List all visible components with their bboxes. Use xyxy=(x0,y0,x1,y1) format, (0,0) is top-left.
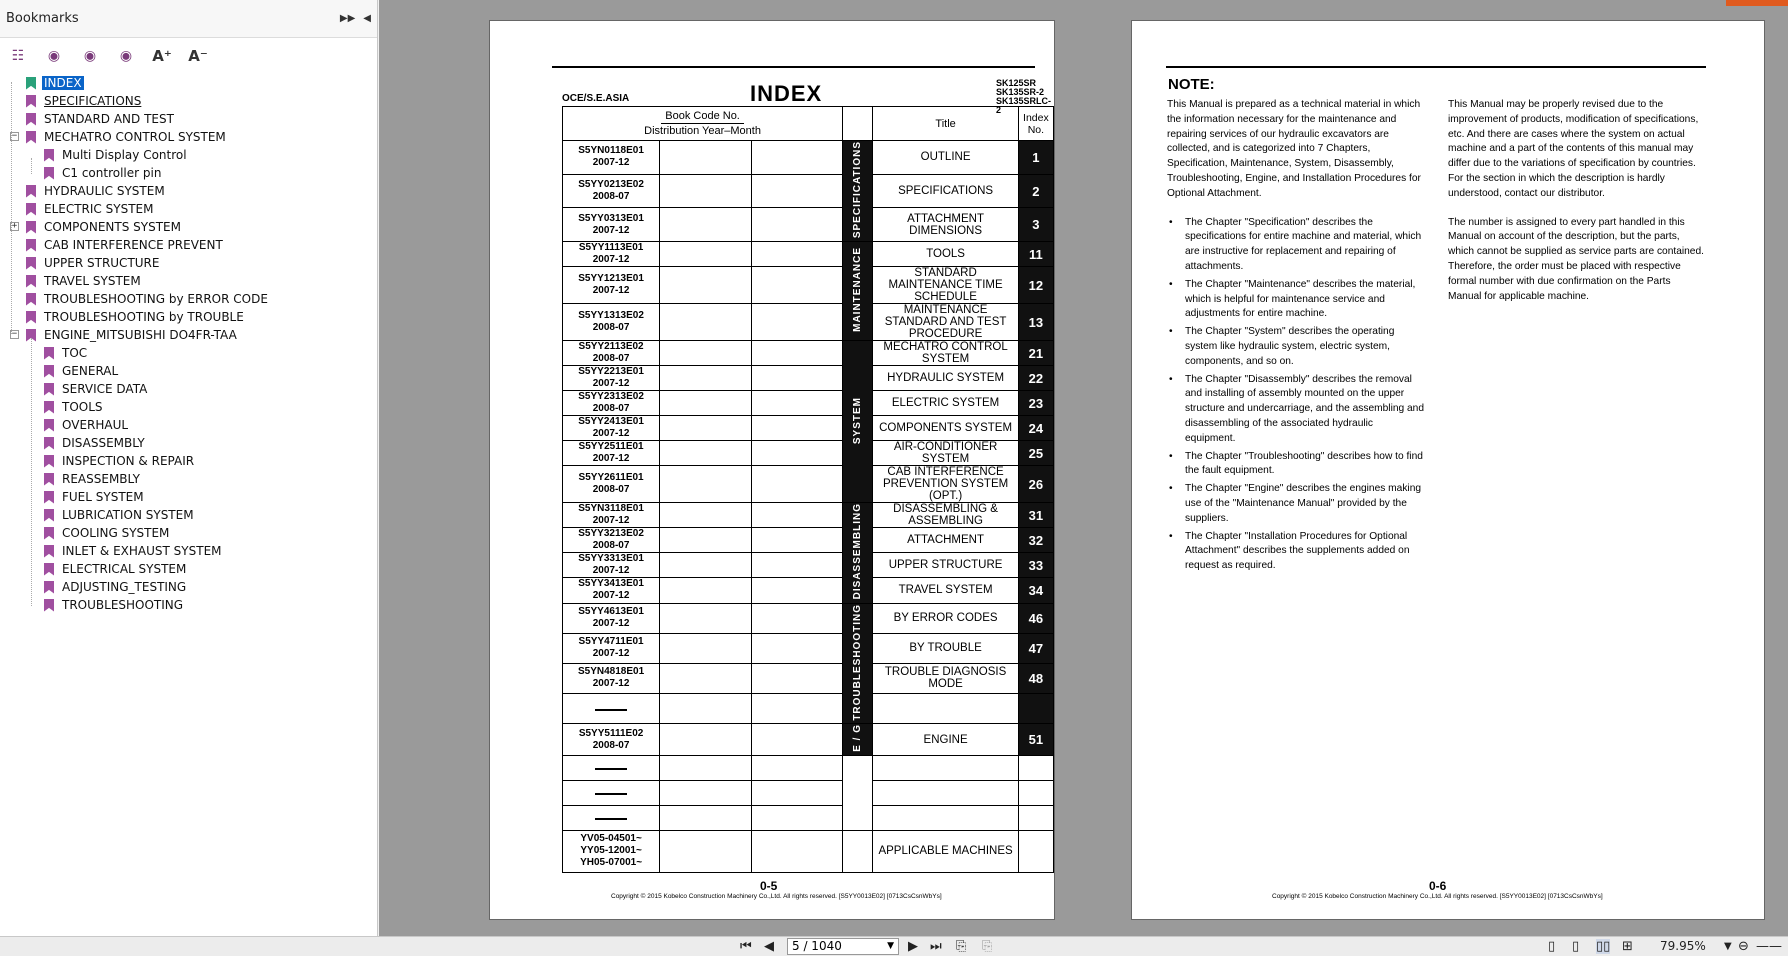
copyright: Copyright © 2015 Kobelco Construction Machinery Co.,Ltd. All rights reserved. [S5YY0013E02] [0713CsCsnWbYs] xyxy=(1272,893,1603,900)
bookmark-icon xyxy=(26,95,36,108)
bookmark-label: TRAVEL SYSTEM xyxy=(44,274,141,288)
zoom-level[interactable]: 79.95% xyxy=(1660,939,1706,953)
chapter-title[interactable] xyxy=(873,780,1018,805)
index-number[interactable] xyxy=(1018,755,1053,780)
chapter-title[interactable]: COMPONENTS SYSTEM xyxy=(873,416,1018,441)
bookmark-icon xyxy=(26,203,36,216)
index-number[interactable]: 48 xyxy=(1018,663,1053,693)
note-left-column xyxy=(1167,98,1425,577)
chapter-title[interactable]: UPPER STRUCTURE xyxy=(873,553,1018,578)
bookmark-item[interactable] xyxy=(4,308,377,326)
book-code-header: Book Code No. Distribution Year–Month xyxy=(563,107,843,141)
category-label: E / G xyxy=(843,724,873,756)
bookmark-item[interactable] xyxy=(4,362,377,380)
go-forward-icon[interactable]: ⎘ xyxy=(982,939,993,954)
index-row xyxy=(563,304,1054,341)
index-row xyxy=(563,578,1054,603)
bookmark-label: C1 controller pin xyxy=(62,166,162,180)
document-viewer xyxy=(379,0,1788,936)
bookmark-item[interactable] xyxy=(4,524,377,542)
bookmark-item[interactable] xyxy=(4,434,377,452)
title-header: Title xyxy=(873,107,1018,141)
book-code-cell: S5YY5111E02 2008-07 xyxy=(563,724,660,756)
bookmark-icon xyxy=(26,257,36,270)
index-title: INDEX xyxy=(750,81,823,106)
chapter-title[interactable]: ATTACHMENT DIMENSIONS xyxy=(873,208,1018,242)
book-code-cell: S5YY4711E01 2007-12 xyxy=(563,633,660,663)
bookmark-label: TOOLS xyxy=(62,400,103,414)
bookmark-icon xyxy=(26,131,36,144)
bookmark-icon xyxy=(44,509,54,522)
panel-expand-icon[interactable]: ▶▶ xyxy=(339,13,356,24)
index-row xyxy=(563,416,1054,441)
bookmark-item[interactable] xyxy=(4,272,377,290)
index-number[interactable]: 13 xyxy=(1018,304,1053,341)
bookmark-icon xyxy=(44,383,54,396)
bookmark-item[interactable] xyxy=(4,470,377,488)
bookmark-item[interactable] xyxy=(4,164,377,182)
bookmark-item[interactable] xyxy=(4,326,377,344)
chapter-title[interactable]: TRAVEL SYSTEM xyxy=(873,578,1018,603)
category-label: SYSTEM xyxy=(843,341,873,503)
bookmark-item[interactable] xyxy=(4,344,377,362)
bookmark-label: UPPER STRUCTURE xyxy=(44,256,160,270)
bookmark-item[interactable] xyxy=(4,146,377,164)
note-bullet: • The Chapter "Maintenance" describes the material, which is helpful for maintenance service and adjustments for entire machine. xyxy=(1167,278,1425,322)
page-0-5 xyxy=(489,20,1055,920)
book-code-cell: S5YY1113E01 2007-12 xyxy=(563,242,660,267)
page-number-field[interactable]: 5 / 1040 ▼ xyxy=(787,938,899,955)
page-number: 0-6 xyxy=(1429,879,1447,893)
index-number[interactable] xyxy=(1018,780,1053,805)
index-row xyxy=(563,724,1054,756)
bookmark-item[interactable] xyxy=(4,578,377,596)
bookmark-label: COMPONENTS SYSTEM xyxy=(44,220,181,234)
bookmark-icon xyxy=(44,581,54,594)
bookmark-item[interactable] xyxy=(4,506,377,524)
bookmark-icon xyxy=(44,599,54,612)
index-number[interactable]: 24 xyxy=(1018,416,1053,441)
chapter-title[interactable]: MAINTENANCE STANDARD AND TEST PROCEDURE xyxy=(873,304,1018,341)
index-row xyxy=(563,553,1054,578)
bookmark-label: INLET & EXHAUST SYSTEM xyxy=(62,544,222,558)
category-label xyxy=(843,755,873,830)
bookmark-label: MECHATRO CONTROL SYSTEM xyxy=(44,130,226,144)
bookmark-add-icon[interactable]: ◉ xyxy=(83,48,97,64)
accent-bar xyxy=(1726,0,1788,6)
go-back-icon[interactable]: ⎘ xyxy=(956,939,967,954)
chapter-title[interactable] xyxy=(873,805,1018,830)
index-row xyxy=(563,693,1054,723)
chapter-title[interactable]: ENGINE xyxy=(873,724,1018,756)
note-bullets xyxy=(1167,216,1425,574)
index-row xyxy=(563,603,1054,633)
bookmark-label: REASSEMBLY xyxy=(62,472,140,486)
chapter-title[interactable]: DISASSEMBLING & ASSEMBLING xyxy=(873,503,1018,528)
category-label: MAINTENANCE xyxy=(843,242,873,341)
bookmark-icon xyxy=(44,545,54,558)
book-code-cell: S5YY2213E01 2007-12 xyxy=(563,366,660,391)
index-number[interactable]: 25 xyxy=(1018,441,1053,466)
bookmark-icon xyxy=(44,527,54,540)
index-row xyxy=(563,267,1054,304)
chapter-title[interactable]: STANDARD MAINTENANCE TIME SCHEDULE xyxy=(873,267,1018,304)
bookmark-options-icon[interactable]: ☷ xyxy=(11,48,25,64)
index-number[interactable]: 26 xyxy=(1018,466,1053,503)
book-code-cell: S5YY0213E02 2008-07 xyxy=(563,174,660,208)
bookmark-delete-icon[interactable]: ◉ xyxy=(47,48,61,64)
book-code-cell: S5YY1313E02 2008-07 xyxy=(563,304,660,341)
bookmark-icon xyxy=(44,149,54,162)
bookmark-label: INSPECTION & REPAIR xyxy=(62,454,195,468)
note-right-p1: This Manual may be properly revised due to the improvement of products, modification of specifications, etc. And there are cases where the system on actual machine and a part of the contents of this manual may differ due to the variations of specification by countries. For the section in which the description is hardly understood, contact our distributor. xyxy=(1448,99,1699,199)
bookmarks-title: Bookmarks xyxy=(6,11,79,26)
bookmark-label: HYDRAULIC SYSTEM xyxy=(44,184,165,198)
bookmarks-toolbar xyxy=(0,38,377,74)
chapter-title[interactable]: HYDRAULIC SYSTEM xyxy=(873,366,1018,391)
note-bullet: • The Chapter "Installation Procedures for Optional Attachment" describes the supplements added on request as required. xyxy=(1167,530,1425,574)
chapter-title[interactable] xyxy=(873,755,1018,780)
chapter-title[interactable]: AIR-CONDITIONER SYSTEM xyxy=(873,441,1018,466)
bookmark-label: TROUBLESHOOTING by ERROR CODE xyxy=(44,292,268,306)
bookmark-item[interactable] xyxy=(4,74,377,92)
index-table xyxy=(562,106,1054,873)
index-number[interactable]: 1 xyxy=(1018,141,1053,175)
bookmark-label: INDEX xyxy=(44,76,82,90)
chapter-title[interactable]: BY TROUBLE xyxy=(873,633,1018,663)
index-number[interactable]: 46 xyxy=(1018,603,1053,633)
index-row xyxy=(563,503,1054,528)
book-code-cell xyxy=(563,780,660,805)
copyright: Copyright © 2015 Kobelco Construction Machinery Co.,Ltd. All rights reserved. [S5YY0013E02] [0713CsCsnWbYs] xyxy=(611,893,942,900)
index-row xyxy=(563,141,1054,175)
bookmark-label: SERVICE DATA xyxy=(62,382,148,396)
bookmark-icon xyxy=(44,365,54,378)
bookmark-label: CAB INTERFERENCE PREVENT xyxy=(44,238,223,252)
book-code-cell: S5YY3413E01 2007-12 xyxy=(563,578,660,603)
font-decrease-icon[interactable]: A⁻ xyxy=(188,47,208,65)
index-row xyxy=(563,441,1054,466)
note-bullet: • The Chapter "Specification" describes the specifications for entire machine and material, which are instructive for replacement and repairing of attachments. xyxy=(1167,216,1425,275)
expand-icon[interactable]: + xyxy=(11,221,18,231)
index-number[interactable]: 23 xyxy=(1018,391,1053,416)
model-list: SK125SR SK135SR-2 SK135SRLC-2 xyxy=(996,78,1052,115)
bookmark-item[interactable] xyxy=(4,542,377,560)
bookmark-label: LUBRICATION SYSTEM xyxy=(62,508,194,522)
index-number[interactable]: 31 xyxy=(1018,503,1053,528)
continuous-page-icon[interactable]: ▯ xyxy=(1572,939,1580,954)
chapter-title[interactable] xyxy=(873,693,1018,723)
bookmark-label: ENGINE_MITSUBISHI DO4FR-TAA xyxy=(44,328,237,342)
bookmark-item[interactable] xyxy=(4,596,377,614)
last-page-icon[interactable]: ⏭ xyxy=(930,939,942,954)
bookmark-label: DISASSEMBLY xyxy=(62,436,145,450)
index-number[interactable]: 22 xyxy=(1018,366,1053,391)
bookmark-goto-icon[interactable]: ◉ xyxy=(119,48,133,64)
bookmark-item[interactable] xyxy=(4,380,377,398)
region-label: OCE/S.E.ASIA xyxy=(562,93,630,104)
bookmarks-header xyxy=(0,0,377,38)
index-number[interactable]: 51 xyxy=(1018,724,1053,756)
next-page-icon[interactable]: ▶ xyxy=(908,939,918,954)
bookmarks-panel xyxy=(0,0,378,956)
bookmark-item[interactable] xyxy=(4,290,377,308)
index-number[interactable]: 34 xyxy=(1018,578,1053,603)
bookmark-icon xyxy=(44,473,54,486)
bookmark-icon xyxy=(26,239,36,252)
bookmark-item[interactable] xyxy=(4,254,377,272)
bookmark-label: Multi Display Control xyxy=(62,148,187,162)
bookmark-label: GENERAL xyxy=(62,364,119,378)
bookmark-label: ADJUSTING_TESTING xyxy=(62,580,187,594)
prev-page-icon[interactable]: ◀ xyxy=(764,939,774,954)
bookmark-icon xyxy=(26,113,36,126)
bookmark-label: OVERHAUL xyxy=(62,418,129,432)
chapter-title[interactable]: CAB INTERFERENCE PREVENTION SYSTEM (OPT.) xyxy=(873,466,1018,503)
bookmark-item[interactable] xyxy=(4,236,377,254)
bookmark-label: TROUBLESHOOTING xyxy=(62,598,184,612)
bookmark-icon xyxy=(44,167,54,180)
bookmark-icon xyxy=(44,419,54,432)
index-number[interactable]: 12 xyxy=(1018,267,1053,304)
note-right-column xyxy=(1448,98,1704,318)
book-code-cell xyxy=(563,805,660,830)
bookmark-tree xyxy=(0,74,377,614)
bookmark-label: ELECTRICAL SYSTEM xyxy=(62,562,187,576)
book-code-cell: S5YN3118E01 2007-12 xyxy=(563,503,660,528)
bookmark-icon xyxy=(26,77,36,90)
book-code-cell: S5YY3313E01 2007-12 xyxy=(563,553,660,578)
chapter-title[interactable]: OUTLINE xyxy=(873,141,1018,175)
bookmark-icon xyxy=(26,185,36,198)
index-no-header: Index No. xyxy=(1018,107,1053,141)
continuous-facing-icon[interactable]: ⊞ xyxy=(1622,939,1633,954)
index-row xyxy=(563,174,1054,208)
note-intro: This Manual is prepared as a technical material in which the information necessary for the maintenance and repairing services of our hydraulic excavators are collected, and is categorized into 7 Chapters, Specification, Maintenance, System, Disassembly, Troubleshooting, Engine, and Installation Procedures for Optional Attachment. xyxy=(1167,99,1421,199)
bookmark-item[interactable] xyxy=(4,92,377,110)
page-number: 0-5 xyxy=(760,879,778,893)
font-increase-icon[interactable]: A⁺ xyxy=(152,47,172,65)
collapse-icon[interactable]: − xyxy=(11,131,18,141)
index-row xyxy=(563,780,1054,805)
index-number[interactable]: 3 xyxy=(1018,208,1053,242)
book-code-cell: S5YY2113E02 2008-07 xyxy=(563,341,660,366)
index-row xyxy=(563,805,1054,830)
note-right-p2: The number is assigned to every part handled in this Manual on account of the description, but the parts, which cannot be supplied as service parts are contained. Therefore, the order must be placed with respective formal number with due confirmation on the Parts Manual for applicable machine. xyxy=(1448,216,1704,302)
bookmark-label: SPECIFICATIONS xyxy=(44,94,142,108)
chapter-title[interactable]: ATTACHMENT xyxy=(873,528,1018,553)
index-row xyxy=(563,466,1054,503)
category-label: DISASSEMBLING xyxy=(843,503,873,603)
bookmark-label: COOLING SYSTEM xyxy=(62,526,170,540)
book-code-cell xyxy=(563,693,660,723)
book-code-cell: S5YN0118E01 2007-12 xyxy=(563,141,660,175)
bookmark-label: ELECTRIC SYSTEM xyxy=(44,202,154,216)
bookmark-label: FUEL SYSTEM xyxy=(62,490,144,504)
index-number[interactable] xyxy=(1018,805,1053,830)
bookmark-item[interactable] xyxy=(4,452,377,470)
bookmark-item[interactable] xyxy=(4,128,377,146)
book-code-cell: S5YY1213E01 2007-12 xyxy=(563,267,660,304)
index-number[interactable]: 47 xyxy=(1018,633,1053,663)
index-row xyxy=(563,366,1054,391)
bookmark-icon xyxy=(26,311,36,324)
single-page-icon[interactable]: ▯ xyxy=(1548,939,1556,954)
book-code-cell: S5YY0313E01 2007-12 xyxy=(563,208,660,242)
index-row xyxy=(563,391,1054,416)
bookmark-item[interactable] xyxy=(4,560,377,578)
chapter-title[interactable]: BY ERROR CODES xyxy=(873,603,1018,633)
zoom-slider[interactable]: —— xyxy=(1756,939,1782,954)
bookmark-label: TROUBLESHOOTING by TROUBLE xyxy=(44,310,244,324)
chapter-title[interactable]: ELECTRIC SYSTEM xyxy=(873,391,1018,416)
collapse-icon[interactable]: − xyxy=(11,329,18,339)
page-0-6 xyxy=(1131,20,1765,920)
bookmark-icon xyxy=(26,293,36,306)
bookmark-label: TOC xyxy=(62,346,88,360)
book-code-cell: S5YY3213E02 2008-07 xyxy=(563,528,660,553)
applicable-title: APPLICABLE MACHINES xyxy=(873,830,1018,872)
category-label: SPECIFICATIONS xyxy=(843,141,873,242)
panel-collapse-icon[interactable]: ◀ xyxy=(363,13,371,24)
chevron-down-icon[interactable]: ▼ xyxy=(887,941,894,951)
note-bullet: • The Chapter "Disassembly" describes the removal and installing of assembly mounted on the upper structure and undercarriage, and the assembling and disassembling of the associated hydraulic equipment. xyxy=(1167,373,1425,447)
index-number[interactable]: 11 xyxy=(1018,242,1053,267)
bookmark-item[interactable] xyxy=(4,200,377,218)
book-code-cell: S5YY2313E02 2008-07 xyxy=(563,391,660,416)
bookmark-icon xyxy=(26,221,36,234)
bookmark-item[interactable] xyxy=(4,416,377,434)
category-label: TROUBLESHOOTING xyxy=(843,603,873,724)
navigation-bar xyxy=(0,936,1788,956)
zoom-dropdown-icon[interactable]: ▼ xyxy=(1724,941,1732,952)
index-row xyxy=(563,528,1054,553)
book-code-cell: S5YN4818E01 2007-12 xyxy=(563,663,660,693)
book-code-cell xyxy=(563,755,660,780)
index-number[interactable]: 21 xyxy=(1018,341,1053,366)
note-bullet: • The Chapter "System" describes the operating system like hydraulic system, electric system, components, and so on. xyxy=(1167,325,1425,369)
index-number[interactable]: 2 xyxy=(1018,174,1053,208)
bookmark-label: STANDARD AND TEST xyxy=(44,112,174,126)
bookmark-item[interactable] xyxy=(4,110,377,128)
note-bullet: • The Chapter "Engine" describes the engines making use of the "Maintenance Manual" provided by the suppliers. xyxy=(1167,482,1425,526)
note-heading: NOTE: xyxy=(1168,76,1215,93)
book-code-cell: S5YY2511E01 2007-12 xyxy=(563,441,660,466)
bookmark-icon xyxy=(26,275,36,288)
zoom-out-icon[interactable]: ⊖ xyxy=(1738,939,1749,954)
index-row xyxy=(563,663,1054,693)
index-row xyxy=(563,633,1054,663)
bookmark-icon xyxy=(44,347,54,360)
index-number[interactable]: 33 xyxy=(1018,553,1053,578)
bookmark-icon xyxy=(44,563,54,576)
chapter-title[interactable]: SPECIFICATIONS xyxy=(873,174,1018,208)
index-number[interactable] xyxy=(1018,693,1053,723)
index-row xyxy=(563,242,1054,267)
chapter-title[interactable]: MECHATRO CONTROL SYSTEM xyxy=(873,341,1018,366)
applicable-row xyxy=(563,830,1054,872)
chapter-title[interactable]: TROUBLE DIAGNOSIS MODE xyxy=(873,663,1018,693)
book-code-cell: S5YY2413E01 2007-12 xyxy=(563,416,660,441)
bookmark-icon xyxy=(44,401,54,414)
index-number[interactable]: 32 xyxy=(1018,528,1053,553)
bookmark-item[interactable] xyxy=(4,218,377,236)
bookmark-item[interactable] xyxy=(4,398,377,416)
bookmark-icon xyxy=(44,455,54,468)
bookmark-item[interactable] xyxy=(4,488,377,506)
applicable-codes: YV05-04501~ YY05-12001~ YH05-07001~ xyxy=(563,830,660,872)
first-page-icon[interactable]: ⏮ xyxy=(740,939,752,954)
bookmark-item[interactable] xyxy=(4,182,377,200)
facing-page-icon[interactable]: ▯▯ xyxy=(1596,939,1611,954)
book-code-cell: S5YY2611E01 2008-07 xyxy=(563,466,660,503)
note-bullet: • The Chapter "Troubleshooting" describes how to find the fault equipment. xyxy=(1167,450,1425,480)
bookmark-icon xyxy=(44,437,54,450)
index-row xyxy=(563,341,1054,366)
index-row xyxy=(563,208,1054,242)
chapter-title[interactable]: TOOLS xyxy=(873,242,1018,267)
bookmark-icon xyxy=(44,491,54,504)
book-code-cell: S5YY4613E01 2007-12 xyxy=(563,603,660,633)
index-row xyxy=(563,755,1054,780)
